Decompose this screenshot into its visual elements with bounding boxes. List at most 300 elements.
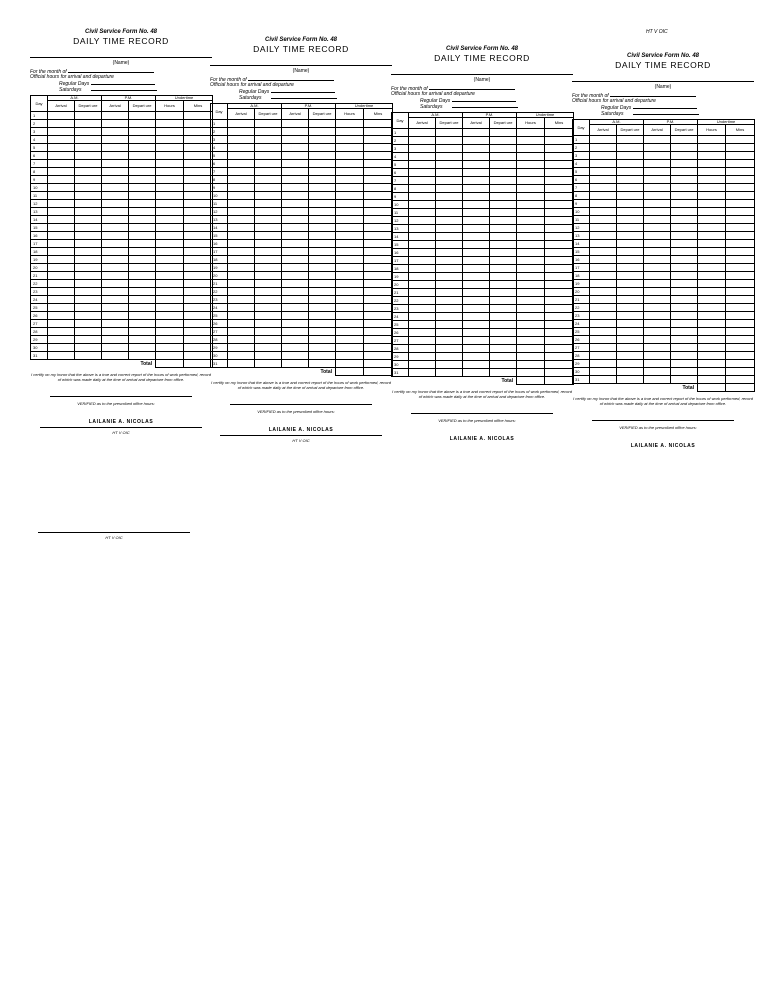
undertime-hours-cell[interactable] [517, 193, 545, 201]
am-arrival-cell[interactable] [48, 328, 75, 336]
pm-departure-cell[interactable] [309, 128, 336, 136]
am-arrival-cell[interactable] [228, 200, 255, 208]
am-arrival-cell[interactable] [590, 344, 617, 352]
am-departure-cell[interactable] [75, 160, 102, 168]
undertime-hours-cell[interactable] [698, 336, 726, 344]
am-arrival-cell[interactable] [590, 360, 617, 368]
am-departure-cell[interactable] [75, 248, 102, 256]
am-departure-cell[interactable] [255, 144, 282, 152]
pm-arrival-cell[interactable] [282, 248, 309, 256]
am-arrival-cell[interactable] [409, 321, 436, 329]
pm-departure-cell[interactable] [309, 160, 336, 168]
regular-days-line[interactable] [633, 104, 697, 109]
am-departure-cell[interactable] [75, 200, 102, 208]
pm-arrival-cell[interactable] [102, 168, 129, 176]
pm-departure-cell[interactable] [129, 160, 156, 168]
undertime-hours-cell[interactable] [156, 144, 184, 152]
am-departure-cell[interactable] [75, 112, 102, 120]
am-arrival-cell[interactable] [590, 320, 617, 328]
undertime-mins-cell[interactable] [545, 217, 574, 225]
undertime-mins-cell[interactable] [364, 272, 393, 280]
am-departure-cell[interactable] [617, 168, 644, 176]
pm-departure-cell[interactable] [671, 192, 698, 200]
pm-departure-cell[interactable] [129, 296, 156, 304]
undertime-mins-cell[interactable] [545, 257, 574, 265]
pm-arrival-cell[interactable] [463, 217, 490, 225]
am-departure-cell[interactable] [255, 224, 282, 232]
am-arrival-cell[interactable] [48, 240, 75, 248]
undertime-mins-cell[interactable] [364, 264, 393, 272]
undertime-mins-cell[interactable] [364, 120, 393, 128]
undertime-mins-cell[interactable] [184, 328, 213, 336]
undertime-mins-cell[interactable] [364, 232, 393, 240]
undertime-hours-cell[interactable] [517, 153, 545, 161]
undertime-mins-cell[interactable] [184, 128, 213, 136]
am-departure-cell[interactable] [255, 192, 282, 200]
pm-departure-cell[interactable] [129, 112, 156, 120]
undertime-mins-cell[interactable] [726, 296, 755, 304]
total-mins-cell[interactable] [364, 368, 393, 376]
total-mins-cell[interactable] [545, 377, 574, 385]
undertime-mins-cell[interactable] [545, 209, 574, 217]
am-departure-cell[interactable] [617, 304, 644, 312]
undertime-hours-cell[interactable] [336, 200, 364, 208]
pm-arrival-cell[interactable] [644, 216, 671, 224]
am-departure-cell[interactable] [255, 312, 282, 320]
pm-arrival-cell[interactable] [644, 264, 671, 272]
pm-arrival-cell[interactable] [102, 216, 129, 224]
pm-departure-cell[interactable] [671, 360, 698, 368]
undertime-hours-cell[interactable] [517, 345, 545, 353]
total-hours-cell[interactable] [698, 384, 726, 392]
am-departure-cell[interactable] [436, 265, 463, 273]
undertime-mins-cell[interactable] [364, 320, 393, 328]
am-departure-cell[interactable] [255, 120, 282, 128]
am-arrival-cell[interactable] [228, 264, 255, 272]
pm-arrival-cell[interactable] [463, 153, 490, 161]
undertime-hours-cell[interactable] [698, 160, 726, 168]
pm-departure-cell[interactable] [309, 232, 336, 240]
am-departure-cell[interactable] [436, 153, 463, 161]
undertime-hours-cell[interactable] [156, 176, 184, 184]
pm-arrival-cell[interactable] [463, 185, 490, 193]
am-departure-cell[interactable] [255, 320, 282, 328]
pm-departure-cell[interactable] [490, 337, 517, 345]
am-departure-cell[interactable] [255, 328, 282, 336]
undertime-mins-cell[interactable] [364, 304, 393, 312]
pm-arrival-cell[interactable] [282, 240, 309, 248]
am-departure-cell[interactable] [255, 296, 282, 304]
undertime-hours-cell[interactable] [156, 296, 184, 304]
pm-arrival-cell[interactable] [463, 169, 490, 177]
am-departure-cell[interactable] [436, 169, 463, 177]
undertime-mins-cell[interactable] [364, 328, 393, 336]
pm-arrival-cell[interactable] [644, 360, 671, 368]
undertime-hours-cell[interactable] [517, 321, 545, 329]
pm-departure-cell[interactable] [129, 344, 156, 352]
undertime-hours-cell[interactable] [336, 152, 364, 160]
pm-departure-cell[interactable] [671, 152, 698, 160]
undertime-hours-cell[interactable] [156, 192, 184, 200]
am-departure-cell[interactable] [75, 168, 102, 176]
pm-arrival-cell[interactable] [282, 288, 309, 296]
undertime-mins-cell[interactable] [726, 240, 755, 248]
am-departure-cell[interactable] [617, 232, 644, 240]
pm-arrival-cell[interactable] [463, 201, 490, 209]
undertime-mins-cell[interactable] [364, 224, 393, 232]
undertime-hours-cell[interactable] [336, 208, 364, 216]
pm-departure-cell[interactable] [490, 273, 517, 281]
undertime-hours-cell[interactable] [698, 328, 726, 336]
undertime-mins-cell[interactable] [545, 145, 574, 153]
pm-arrival-cell[interactable] [644, 320, 671, 328]
pm-arrival-cell[interactable] [463, 289, 490, 297]
am-departure-cell[interactable] [75, 240, 102, 248]
am-arrival-cell[interactable] [590, 368, 617, 376]
pm-arrival-cell[interactable] [282, 256, 309, 264]
am-arrival-cell[interactable] [409, 153, 436, 161]
pm-arrival-cell[interactable] [282, 232, 309, 240]
undertime-hours-cell[interactable] [698, 344, 726, 352]
am-departure-cell[interactable] [255, 288, 282, 296]
am-arrival-cell[interactable] [48, 232, 75, 240]
undertime-mins-cell[interactable] [184, 320, 213, 328]
am-arrival-cell[interactable] [590, 240, 617, 248]
am-arrival-cell[interactable] [409, 169, 436, 177]
pm-departure-cell[interactable] [671, 248, 698, 256]
undertime-hours-cell[interactable] [156, 216, 184, 224]
pm-arrival-cell[interactable] [282, 352, 309, 360]
pm-arrival-cell[interactable] [644, 256, 671, 264]
undertime-mins-cell[interactable] [184, 112, 213, 120]
am-arrival-cell[interactable] [48, 128, 75, 136]
undertime-mins-cell[interactable] [184, 264, 213, 272]
undertime-mins-cell[interactable] [726, 224, 755, 232]
undertime-hours-cell[interactable] [156, 352, 184, 360]
am-departure-cell[interactable] [436, 225, 463, 233]
pm-arrival-cell[interactable] [644, 344, 671, 352]
pm-departure-cell[interactable] [129, 240, 156, 248]
undertime-hours-cell[interactable] [156, 128, 184, 136]
undertime-hours-cell[interactable] [336, 248, 364, 256]
pm-arrival-cell[interactable] [102, 208, 129, 216]
am-departure-cell[interactable] [75, 296, 102, 304]
undertime-hours-cell[interactable] [517, 185, 545, 193]
pm-departure-cell[interactable] [671, 168, 698, 176]
pm-arrival-cell[interactable] [644, 288, 671, 296]
am-departure-cell[interactable] [255, 304, 282, 312]
undertime-hours-cell[interactable] [698, 272, 726, 280]
saturdays-field[interactable] [210, 94, 392, 100]
pm-arrival-cell[interactable] [644, 192, 671, 200]
am-departure-cell[interactable] [617, 272, 644, 280]
undertime-hours-cell[interactable] [336, 328, 364, 336]
pm-arrival-cell[interactable] [644, 224, 671, 232]
am-arrival-cell[interactable] [409, 257, 436, 265]
undertime-mins-cell[interactable] [364, 208, 393, 216]
am-arrival-cell[interactable] [590, 336, 617, 344]
am-arrival-cell[interactable] [590, 232, 617, 240]
pm-departure-cell[interactable] [309, 120, 336, 128]
am-arrival-cell[interactable] [228, 184, 255, 192]
undertime-mins-cell[interactable] [545, 177, 574, 185]
am-departure-cell[interactable] [75, 352, 102, 360]
pm-arrival-cell[interactable] [644, 208, 671, 216]
am-departure-cell[interactable] [255, 256, 282, 264]
am-departure-cell[interactable] [617, 256, 644, 264]
am-arrival-cell[interactable] [48, 320, 75, 328]
pm-departure-cell[interactable] [490, 305, 517, 313]
undertime-hours-cell[interactable] [698, 208, 726, 216]
pm-departure-cell[interactable] [671, 352, 698, 360]
undertime-hours-cell[interactable] [156, 112, 184, 120]
am-arrival-cell[interactable] [409, 217, 436, 225]
pm-departure-cell[interactable] [129, 248, 156, 256]
saturdays-line[interactable] [271, 94, 337, 99]
am-departure-cell[interactable] [436, 337, 463, 345]
pm-departure-cell[interactable] [129, 152, 156, 160]
undertime-hours-cell[interactable] [517, 281, 545, 289]
am-departure-cell[interactable] [436, 305, 463, 313]
pm-arrival-cell[interactable] [282, 200, 309, 208]
undertime-mins-cell[interactable] [545, 161, 574, 169]
am-arrival-cell[interactable] [228, 224, 255, 232]
pm-departure-cell[interactable] [309, 264, 336, 272]
pm-departure-cell[interactable] [309, 328, 336, 336]
undertime-hours-cell[interactable] [156, 224, 184, 232]
pm-arrival-cell[interactable] [463, 297, 490, 305]
undertime-hours-cell[interactable] [517, 329, 545, 337]
undertime-hours-cell[interactable] [156, 304, 184, 312]
undertime-hours-cell[interactable] [517, 289, 545, 297]
am-arrival-cell[interactable] [590, 264, 617, 272]
undertime-mins-cell[interactable] [364, 152, 393, 160]
am-departure-cell[interactable] [255, 208, 282, 216]
pm-departure-cell[interactable] [671, 368, 698, 376]
am-arrival-cell[interactable] [409, 353, 436, 361]
am-departure-cell[interactable] [75, 176, 102, 184]
am-departure-cell[interactable] [617, 160, 644, 168]
pm-departure-cell[interactable] [671, 160, 698, 168]
am-departure-cell[interactable] [255, 216, 282, 224]
am-departure-cell[interactable] [436, 137, 463, 145]
am-arrival-cell[interactable] [590, 184, 617, 192]
pm-arrival-cell[interactable] [102, 304, 129, 312]
am-arrival-cell[interactable] [228, 160, 255, 168]
am-arrival-cell[interactable] [228, 272, 255, 280]
am-departure-cell[interactable] [617, 296, 644, 304]
am-departure-cell[interactable] [436, 177, 463, 185]
undertime-mins-cell[interactable] [184, 232, 213, 240]
am-departure-cell[interactable] [617, 312, 644, 320]
pm-arrival-cell[interactable] [644, 176, 671, 184]
am-departure-cell[interactable] [617, 224, 644, 232]
undertime-hours-cell[interactable] [336, 216, 364, 224]
undertime-hours-cell[interactable] [698, 256, 726, 264]
undertime-mins-cell[interactable] [364, 344, 393, 352]
undertime-hours-cell[interactable] [156, 120, 184, 128]
undertime-mins-cell[interactable] [184, 168, 213, 176]
undertime-hours-cell[interactable] [156, 312, 184, 320]
pm-arrival-cell[interactable] [463, 265, 490, 273]
am-departure-cell[interactable] [436, 345, 463, 353]
undertime-mins-cell[interactable] [545, 353, 574, 361]
am-departure-cell[interactable] [75, 184, 102, 192]
undertime-mins-cell[interactable] [364, 360, 393, 368]
am-departure-cell[interactable] [255, 280, 282, 288]
pm-departure-cell[interactable] [129, 264, 156, 272]
pm-arrival-cell[interactable] [102, 176, 129, 184]
pm-arrival-cell[interactable] [282, 296, 309, 304]
undertime-mins-cell[interactable] [364, 176, 393, 184]
undertime-mins-cell[interactable] [545, 137, 574, 145]
am-departure-cell[interactable] [617, 368, 644, 376]
am-departure-cell[interactable] [436, 321, 463, 329]
pm-departure-cell[interactable] [490, 241, 517, 249]
pm-departure-cell[interactable] [129, 208, 156, 216]
am-departure-cell[interactable] [75, 304, 102, 312]
undertime-hours-cell[interactable] [336, 312, 364, 320]
am-arrival-cell[interactable] [590, 136, 617, 144]
am-arrival-cell[interactable] [228, 256, 255, 264]
undertime-mins-cell[interactable] [726, 304, 755, 312]
employee-signature-line[interactable] [411, 413, 553, 414]
undertime-mins-cell[interactable] [545, 193, 574, 201]
pm-departure-cell[interactable] [671, 208, 698, 216]
undertime-hours-cell[interactable] [698, 152, 726, 160]
am-arrival-cell[interactable] [48, 264, 75, 272]
employee-signature-line[interactable] [592, 420, 734, 421]
am-arrival-cell[interactable] [48, 296, 75, 304]
undertime-hours-cell[interactable] [336, 264, 364, 272]
pm-departure-cell[interactable] [671, 336, 698, 344]
pm-arrival-cell[interactable] [102, 312, 129, 320]
pm-arrival-cell[interactable] [102, 184, 129, 192]
undertime-mins-cell[interactable] [726, 280, 755, 288]
undertime-mins-cell[interactable] [184, 160, 213, 168]
am-departure-cell[interactable] [617, 320, 644, 328]
pm-arrival-cell[interactable] [102, 280, 129, 288]
undertime-mins-cell[interactable] [726, 152, 755, 160]
am-arrival-cell[interactable] [409, 201, 436, 209]
undertime-mins-cell[interactable] [364, 136, 393, 144]
undertime-mins-cell[interactable] [184, 272, 213, 280]
pm-arrival-cell[interactable] [644, 248, 671, 256]
undertime-mins-cell[interactable] [545, 169, 574, 177]
undertime-hours-cell[interactable] [156, 328, 184, 336]
am-departure-cell[interactable] [436, 369, 463, 377]
am-departure-cell[interactable] [75, 208, 102, 216]
pm-departure-cell[interactable] [490, 281, 517, 289]
undertime-mins-cell[interactable] [545, 241, 574, 249]
am-departure-cell[interactable] [617, 376, 644, 384]
undertime-hours-cell[interactable] [336, 256, 364, 264]
pm-departure-cell[interactable] [309, 336, 336, 344]
pm-arrival-cell[interactable] [463, 137, 490, 145]
am-arrival-cell[interactable] [228, 208, 255, 216]
undertime-hours-cell[interactable] [336, 320, 364, 328]
month-line[interactable] [429, 85, 515, 90]
am-departure-cell[interactable] [255, 248, 282, 256]
undertime-hours-cell[interactable] [517, 313, 545, 321]
pm-departure-cell[interactable] [671, 272, 698, 280]
am-departure-cell[interactable] [617, 248, 644, 256]
am-departure-cell[interactable] [255, 344, 282, 352]
am-arrival-cell[interactable] [48, 168, 75, 176]
undertime-hours-cell[interactable] [517, 297, 545, 305]
undertime-mins-cell[interactable] [364, 184, 393, 192]
am-arrival-cell[interactable] [409, 241, 436, 249]
undertime-hours-cell[interactable] [336, 224, 364, 232]
am-departure-cell[interactable] [255, 264, 282, 272]
am-arrival-cell[interactable] [48, 248, 75, 256]
pm-arrival-cell[interactable] [644, 328, 671, 336]
pm-departure-cell[interactable] [671, 232, 698, 240]
pm-departure-cell[interactable] [490, 153, 517, 161]
undertime-hours-cell[interactable] [517, 337, 545, 345]
total-hours-cell[interactable] [156, 360, 184, 368]
pm-arrival-cell[interactable] [102, 256, 129, 264]
pm-departure-cell[interactable] [129, 224, 156, 232]
pm-departure-cell[interactable] [490, 265, 517, 273]
pm-departure-cell[interactable] [671, 256, 698, 264]
pm-departure-cell[interactable] [309, 360, 336, 368]
undertime-hours-cell[interactable] [698, 248, 726, 256]
pm-departure-cell[interactable] [671, 312, 698, 320]
pm-departure-cell[interactable] [129, 312, 156, 320]
am-departure-cell[interactable] [255, 152, 282, 160]
pm-arrival-cell[interactable] [282, 136, 309, 144]
am-departure-cell[interactable] [255, 160, 282, 168]
am-departure-cell[interactable] [75, 152, 102, 160]
undertime-mins-cell[interactable] [545, 185, 574, 193]
am-arrival-cell[interactable] [228, 192, 255, 200]
undertime-mins-cell[interactable] [184, 288, 213, 296]
am-arrival-cell[interactable] [228, 304, 255, 312]
am-arrival-cell[interactable] [590, 328, 617, 336]
pm-arrival-cell[interactable] [282, 344, 309, 352]
am-departure-cell[interactable] [75, 336, 102, 344]
am-arrival-cell[interactable] [228, 360, 255, 368]
am-departure-cell[interactable] [255, 352, 282, 360]
pm-arrival-cell[interactable] [102, 112, 129, 120]
am-departure-cell[interactable] [75, 216, 102, 224]
am-arrival-cell[interactable] [48, 312, 75, 320]
undertime-mins-cell[interactable] [726, 232, 755, 240]
am-departure-cell[interactable] [617, 192, 644, 200]
pm-departure-cell[interactable] [671, 136, 698, 144]
pm-departure-cell[interactable] [309, 136, 336, 144]
am-departure-cell[interactable] [436, 161, 463, 169]
pm-arrival-cell[interactable] [282, 176, 309, 184]
pm-departure-cell[interactable] [490, 233, 517, 241]
undertime-mins-cell[interactable] [364, 216, 393, 224]
pm-departure-cell[interactable] [309, 240, 336, 248]
undertime-hours-cell[interactable] [698, 176, 726, 184]
am-arrival-cell[interactable] [48, 280, 75, 288]
am-arrival-cell[interactable] [48, 216, 75, 224]
pm-arrival-cell[interactable] [644, 352, 671, 360]
undertime-mins-cell[interactable] [726, 344, 755, 352]
am-departure-cell[interactable] [255, 360, 282, 368]
am-departure-cell[interactable] [617, 176, 644, 184]
am-arrival-cell[interactable] [409, 233, 436, 241]
undertime-mins-cell[interactable] [545, 225, 574, 233]
pm-arrival-cell[interactable] [463, 281, 490, 289]
pm-departure-cell[interactable] [129, 200, 156, 208]
am-arrival-cell[interactable] [228, 312, 255, 320]
saturdays-field[interactable] [572, 110, 754, 116]
